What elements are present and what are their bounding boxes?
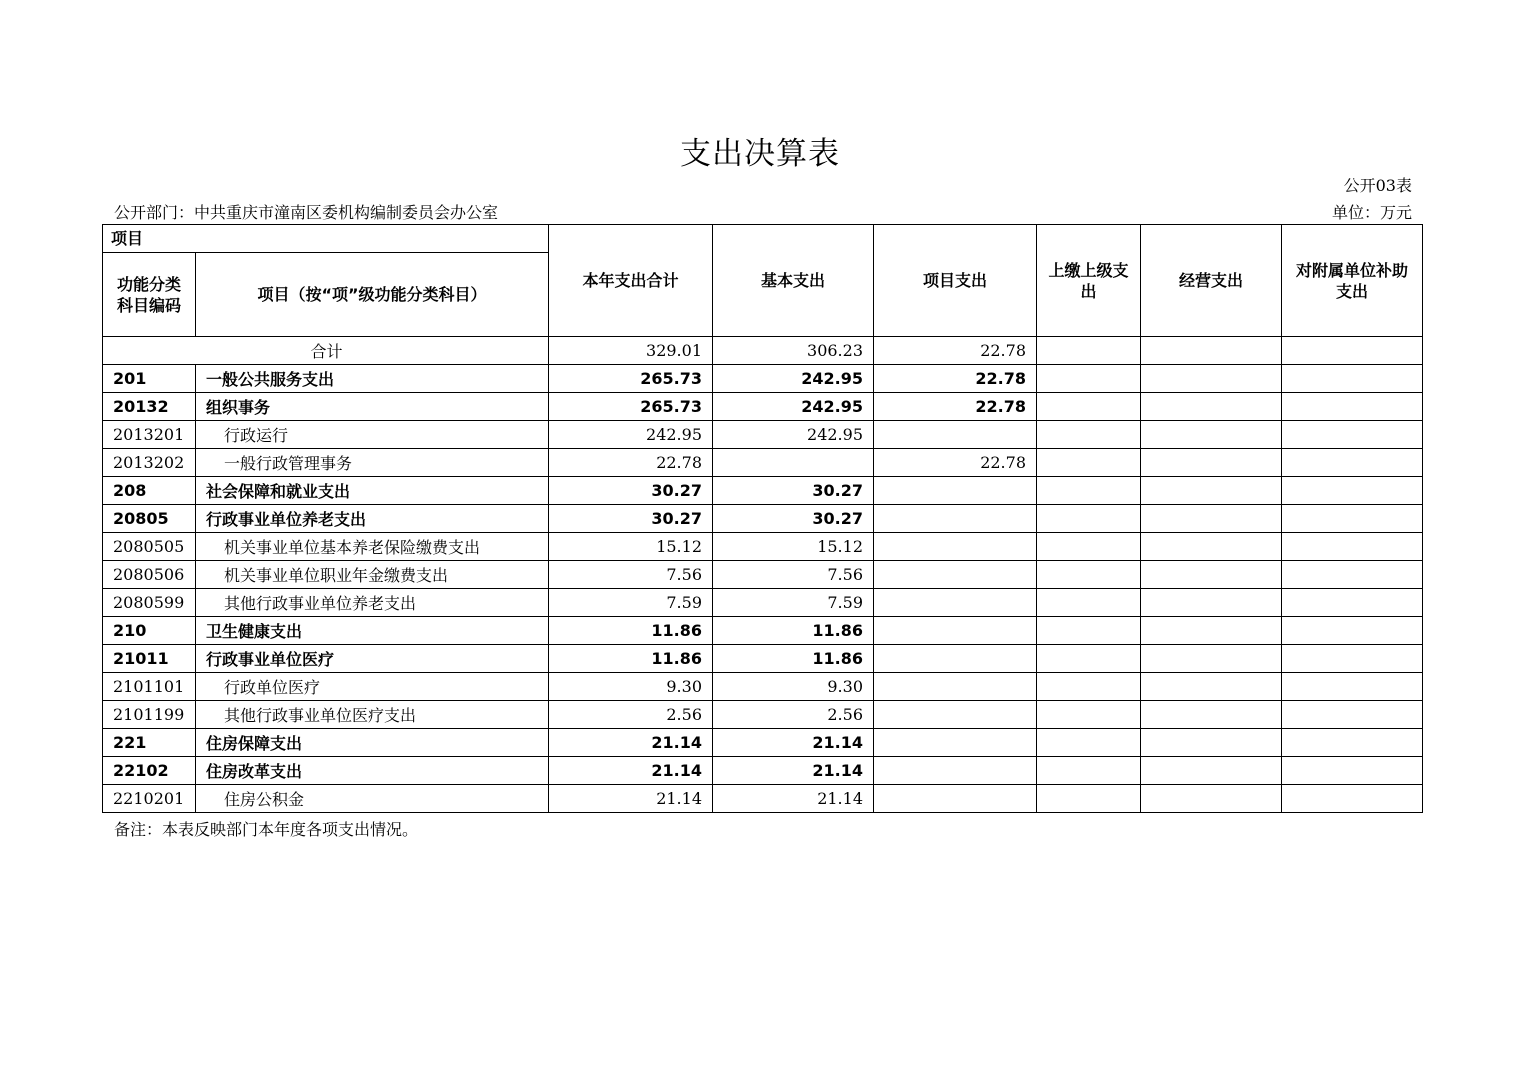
row-project	[874, 505, 1037, 533]
row-code: 221	[103, 729, 196, 757]
row-total: 15.12	[549, 533, 713, 561]
total-sum: 329.01	[549, 337, 713, 365]
row-code: 2013201	[103, 421, 196, 449]
row-code: 22102	[103, 757, 196, 785]
row-project	[874, 785, 1037, 813]
row-basic: 7.56	[713, 561, 874, 589]
row-basic: 21.14	[713, 757, 874, 785]
row-project: 22.78	[874, 449, 1037, 477]
row-total: 21.14	[549, 729, 713, 757]
row-subsidy	[1282, 477, 1423, 505]
header-upper: 上缴上级支出	[1037, 225, 1141, 337]
row-code: 201	[103, 365, 196, 393]
row-basic: 9.30	[713, 673, 874, 701]
row-subsidy	[1282, 533, 1423, 561]
row-project: 22.78	[874, 365, 1037, 393]
row-project	[874, 673, 1037, 701]
total-label: 合计	[103, 337, 549, 365]
row-upper	[1037, 785, 1141, 813]
row-business	[1141, 701, 1282, 729]
table-row	[103, 589, 1423, 617]
row-upper	[1037, 729, 1141, 757]
row-total: 7.56	[549, 561, 713, 589]
total-business	[1141, 337, 1282, 365]
row-total: 265.73	[549, 393, 713, 421]
row-basic: 242.95	[713, 365, 874, 393]
row-total: 265.73	[549, 365, 713, 393]
table-row	[103, 477, 1423, 505]
row-business	[1141, 533, 1282, 561]
header-row-1	[103, 225, 1423, 253]
row-project	[874, 701, 1037, 729]
row-subsidy	[1282, 505, 1423, 533]
row-project: 22.78	[874, 393, 1037, 421]
row-basic: 242.95	[713, 393, 874, 421]
row-total: 7.59	[549, 589, 713, 617]
row-upper	[1037, 365, 1141, 393]
row-business	[1141, 757, 1282, 785]
row-business	[1141, 617, 1282, 645]
row-project	[874, 421, 1037, 449]
row-subsidy	[1282, 393, 1423, 421]
table-row	[103, 617, 1423, 645]
row-code: 20132	[103, 393, 196, 421]
row-basic: 2.56	[713, 701, 874, 729]
row-total: 2.56	[549, 701, 713, 729]
row-business	[1141, 729, 1282, 757]
row-upper	[1037, 701, 1141, 729]
row-upper	[1037, 757, 1141, 785]
row-upper	[1037, 617, 1141, 645]
row-business	[1141, 645, 1282, 673]
row-subsidy	[1282, 617, 1423, 645]
row-subsidy	[1282, 365, 1423, 393]
row-basic: 11.86	[713, 645, 874, 673]
table-row	[103, 701, 1423, 729]
row-upper	[1037, 449, 1141, 477]
header-basic: 基本支出	[713, 225, 874, 337]
row-upper	[1037, 393, 1141, 421]
row-name: 行政运行	[196, 421, 549, 449]
row-business	[1141, 477, 1282, 505]
row-code: 2080506	[103, 561, 196, 589]
table-row	[103, 645, 1423, 673]
row-total: 30.27	[549, 477, 713, 505]
header-subsidy: 对附属单位补助支出	[1282, 225, 1423, 337]
row-subsidy	[1282, 589, 1423, 617]
row-business	[1141, 589, 1282, 617]
row-subsidy	[1282, 421, 1423, 449]
row-name: 社会保障和就业支出	[196, 477, 549, 505]
row-name: 一般公共服务支出	[196, 365, 549, 393]
unit-label: 单位：万元	[1331, 203, 1412, 222]
row-name: 住房保障支出	[196, 729, 549, 757]
row-basic: 30.27	[713, 477, 874, 505]
row-basic: 21.14	[713, 785, 874, 813]
row-name: 组织事务	[196, 393, 549, 421]
row-name: 一般行政管理事务	[196, 449, 549, 477]
table-row	[103, 365, 1423, 393]
row-code: 2210201	[103, 785, 196, 813]
header-project-expense: 项目支出	[874, 225, 1037, 337]
row-subsidy	[1282, 645, 1423, 673]
row-upper	[1037, 505, 1141, 533]
total-upper	[1037, 337, 1141, 365]
row-project	[874, 617, 1037, 645]
form-number: 公开03表	[1343, 176, 1412, 195]
row-upper	[1037, 645, 1141, 673]
row-business	[1141, 561, 1282, 589]
header-code: 功能分类科目编码	[103, 253, 196, 337]
row-project	[874, 477, 1037, 505]
row-name: 住房改革支出	[196, 757, 549, 785]
header-project: 项目	[103, 225, 549, 253]
total-subsidy	[1282, 337, 1423, 365]
row-total: 21.14	[549, 757, 713, 785]
row-project	[874, 729, 1037, 757]
row-basic: 15.12	[713, 533, 874, 561]
row-code: 20805	[103, 505, 196, 533]
row-business	[1141, 505, 1282, 533]
row-subsidy	[1282, 673, 1423, 701]
row-subsidy	[1282, 449, 1423, 477]
row-code: 210	[103, 617, 196, 645]
row-project	[874, 561, 1037, 589]
department-label: 公开部门：中共重庆市潼南区委机构编制委员会办公室	[114, 203, 499, 222]
row-name: 机关事业单位基本养老保险缴费支出	[196, 533, 549, 561]
table-row	[103, 533, 1423, 561]
row-name: 行政事业单位养老支出	[196, 505, 549, 533]
row-project	[874, 645, 1037, 673]
table-row	[103, 757, 1423, 785]
total-row	[103, 337, 1423, 365]
table-row	[103, 421, 1423, 449]
row-subsidy	[1282, 757, 1423, 785]
table-row	[103, 505, 1423, 533]
row-name: 其他行政事业单位医疗支出	[196, 701, 549, 729]
row-basic: 242.95	[713, 421, 874, 449]
row-subsidy	[1282, 785, 1423, 813]
row-code: 208	[103, 477, 196, 505]
row-subsidy	[1282, 729, 1423, 757]
row-total: 22.78	[549, 449, 713, 477]
row-total: 242.95	[549, 421, 713, 449]
row-name: 机关事业单位职业年金缴费支出	[196, 561, 549, 589]
page-title: 支出决算表	[680, 136, 840, 172]
table-row	[103, 729, 1423, 757]
row-business	[1141, 365, 1282, 393]
table-row	[103, 785, 1423, 813]
row-total: 30.27	[549, 505, 713, 533]
row-project	[874, 533, 1037, 561]
table-note: 备注：本表反映部门本年度各项支出情况。	[114, 820, 419, 839]
row-basic: 21.14	[713, 729, 874, 757]
row-name: 其他行政事业单位养老支出	[196, 589, 549, 617]
row-upper	[1037, 477, 1141, 505]
row-business	[1141, 421, 1282, 449]
row-basic: 30.27	[713, 505, 874, 533]
row-upper	[1037, 561, 1141, 589]
row-business	[1141, 449, 1282, 477]
table-row	[103, 673, 1423, 701]
row-code: 2013202	[103, 449, 196, 477]
row-basic: 11.86	[713, 617, 874, 645]
expenditure-table	[102, 224, 1423, 813]
row-code: 2080505	[103, 533, 196, 561]
row-name: 住房公积金	[196, 785, 549, 813]
row-code: 2101199	[103, 701, 196, 729]
table-row	[103, 393, 1423, 421]
row-upper	[1037, 589, 1141, 617]
row-name: 卫生健康支出	[196, 617, 549, 645]
row-total: 11.86	[549, 617, 713, 645]
header-business: 经营支出	[1141, 225, 1282, 337]
row-total: 11.86	[549, 645, 713, 673]
row-project	[874, 757, 1037, 785]
row-upper	[1037, 421, 1141, 449]
total-basic: 306.23	[713, 337, 874, 365]
row-subsidy	[1282, 561, 1423, 589]
row-business	[1141, 393, 1282, 421]
row-business	[1141, 785, 1282, 813]
table-row	[103, 561, 1423, 589]
row-name: 行政事业单位医疗	[196, 645, 549, 673]
row-subsidy	[1282, 701, 1423, 729]
total-project: 22.78	[874, 337, 1037, 365]
row-name: 行政单位医疗	[196, 673, 549, 701]
row-upper	[1037, 533, 1141, 561]
row-upper	[1037, 673, 1141, 701]
row-total: 21.14	[549, 785, 713, 813]
row-code: 2101101	[103, 673, 196, 701]
row-total: 9.30	[549, 673, 713, 701]
header-total: 本年支出合计	[549, 225, 713, 337]
row-basic: 7.59	[713, 589, 874, 617]
table-row	[103, 449, 1423, 477]
row-project	[874, 589, 1037, 617]
row-code: 2080599	[103, 589, 196, 617]
row-code: 21011	[103, 645, 196, 673]
row-basic	[713, 449, 874, 477]
row-business	[1141, 673, 1282, 701]
header-name: 项目（按“项”级功能分类科目）	[196, 253, 549, 337]
